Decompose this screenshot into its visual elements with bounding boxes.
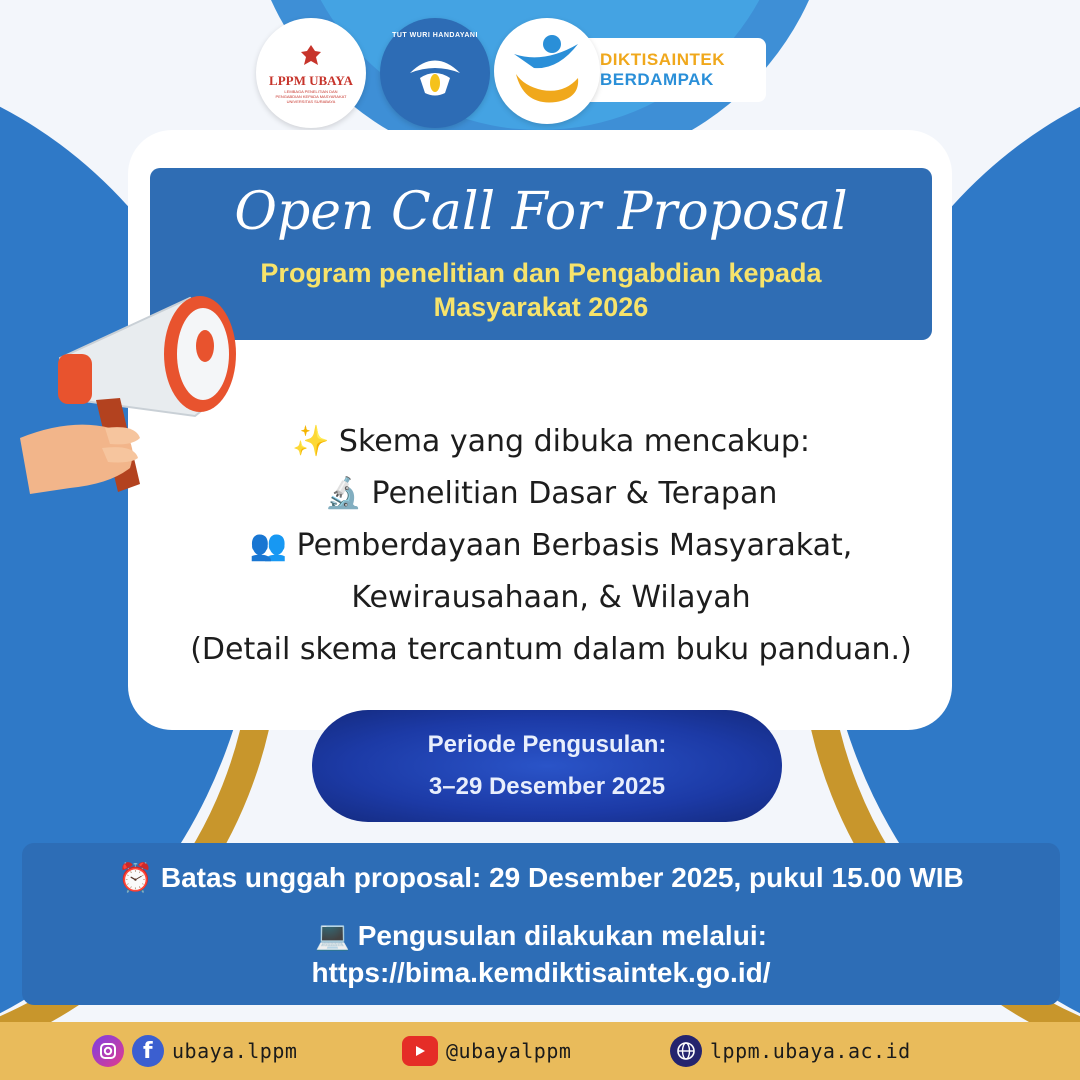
program-subtitle: Program penelitian dan Pengabdian kepada Masyarakat 2026 — [260, 258, 822, 322]
globe-icon[interactable] — [670, 1035, 702, 1067]
header-banner — [150, 168, 932, 340]
period-label: Periode Pengusulan: — [427, 731, 667, 758]
website-url[interactable]: lppm.ubaya.ac.id — [710, 1039, 911, 1063]
tutwuri-logo-text: TUT WURI HANDAYANI — [392, 32, 478, 39]
scheme-item-empowerment: 👥 Pemberdayaan Berbasis Masyarakat, — [249, 528, 853, 563]
youtube-handle[interactable]: @ubayalppm — [446, 1039, 572, 1063]
info-panel — [22, 843, 1060, 1005]
page-title: Open Call For Proposal — [234, 182, 848, 242]
submission-period-badge — [312, 710, 782, 822]
lppm-logo-subtitle: LEMBAGA PENELITIAN DAN PENGABDIAN KEPADA MASYARAKAT UNIVERSITAS SURABAYA — [275, 88, 347, 104]
period-dates: 3–29 Desember 2025 — [428, 773, 666, 800]
diktisaintek-emblem-icon — [494, 18, 600, 124]
instagram-icon[interactable] — [92, 1035, 124, 1067]
footer-social[interactable] — [92, 1022, 297, 1080]
diktisaintek-logo-line2: BERDAMPAK — [600, 70, 714, 89]
deadline-text: ⏰ Batas unggah proposal: 29 Desember 2025, pukul 15.00 WIB — [118, 862, 964, 893]
submit-label: 💻 Pengusulan dilakukan melalui: — [315, 920, 767, 951]
footer-website[interactable] — [670, 1022, 911, 1080]
scheme-item-empowerment-cont: Kewirausahaan, & Wilayah — [351, 580, 751, 615]
diktisaintek-emblem-circle — [494, 18, 600, 124]
youtube-icon[interactable] — [402, 1036, 438, 1066]
tut-wuri-handayani-logo — [380, 18, 490, 128]
footer-youtube[interactable] — [402, 1022, 571, 1080]
scheme-guide-note: (Detail skema tercantum dalam buku panduan.) — [190, 632, 912, 667]
tutwuri-emblem-icon — [400, 43, 470, 103]
diktisaintek-pill — [574, 38, 766, 102]
social-handle[interactable]: ubaya.lppm — [172, 1039, 298, 1063]
scheme-item-research: 🔬 Penelitian Dasar & Terapan — [324, 476, 778, 511]
lppm-logo-title: LPPM UBAYA — [269, 72, 353, 88]
footer-bar — [0, 1022, 1080, 1080]
scheme-description — [150, 416, 952, 676]
submit-url-link[interactable]: https://bima.kemdiktisaintek.go.id/ — [311, 957, 771, 988]
diktisaintek-berdampak-logo — [494, 18, 766, 124]
facebook-icon[interactable]: f — [132, 1035, 164, 1067]
scheme-intro: ✨ Skema yang dibuka mencakup: — [292, 424, 810, 459]
lppm-ubaya-logo — [256, 18, 366, 128]
diktisaintek-logo-line1: DIKTISAINTEK — [600, 50, 725, 69]
lppm-emblem-icon — [298, 43, 324, 69]
